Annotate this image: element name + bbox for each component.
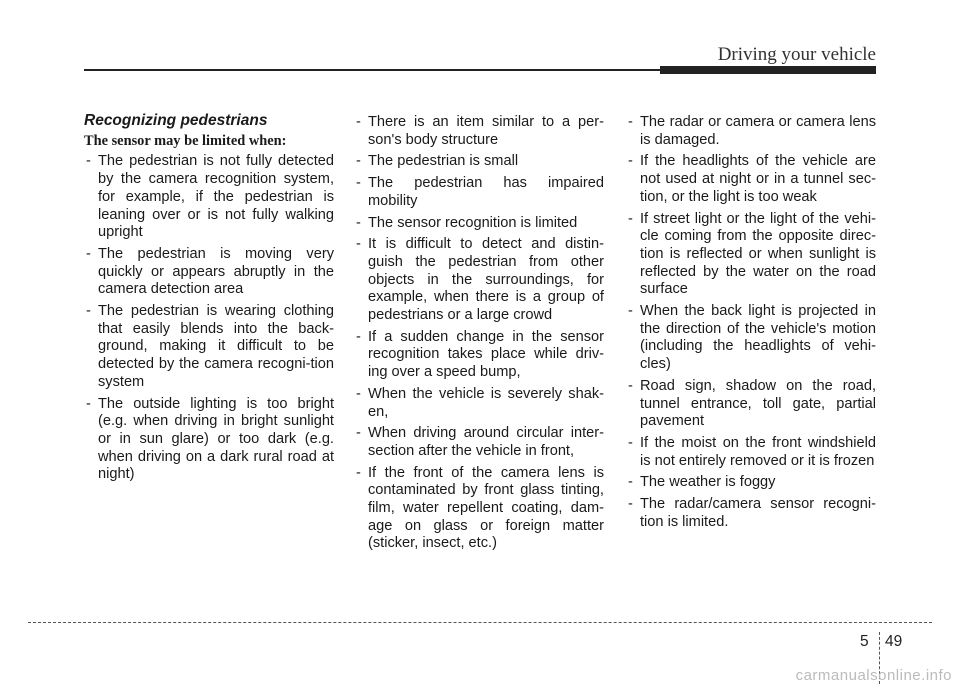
page-number: 49 xyxy=(885,633,903,650)
list-item: - The pedestrian is wearing clothing that easily blends into the back-ground, making it difficult to be detected by the camera recogni-tion system xyxy=(84,303,334,392)
limitation-list-3 xyxy=(626,114,876,531)
list-item: - There is an item similar to a per-son's body structure xyxy=(354,114,604,149)
list-item: - The sensor recognition is limited xyxy=(354,215,604,233)
list-item: - If the headlights of the vehicle are not used at night or in a tunnel sec-tion, or the light is too weak xyxy=(626,153,876,206)
list-item: - If a sudden change in the sensor recognition takes place while driv-ing over a speed bump, xyxy=(354,329,604,382)
list-item: - The radar or camera or camera lens is damaged. xyxy=(626,114,876,149)
list-item: - When the vehicle is severely shak-en, xyxy=(354,386,604,421)
limitation-list-1 xyxy=(84,153,334,484)
footer-rule xyxy=(28,622,932,623)
list-item: - The pedestrian has impaired mobility xyxy=(354,175,604,210)
limitation-list-2 xyxy=(354,114,604,553)
column-3 xyxy=(626,114,876,535)
watermark: carmanualsonline.info xyxy=(795,667,952,684)
list-item: - If the moist on the front windshield is not entirely removed or it is frozen xyxy=(626,435,876,470)
header-rule xyxy=(84,69,660,71)
list-item: - When the back light is projected in the direction of the vehicle's motion (including the headlights of vehi-cles) xyxy=(626,303,876,374)
section-subheading: The sensor may be limited when: xyxy=(84,132,287,149)
list-item: - When driving around circular inter-section after the vehicle in front, xyxy=(354,425,604,460)
header-title: Driving your vehicle xyxy=(717,44,876,65)
list-item: - If the front of the camera lens is contaminated by front glass tinting, film, water repellent coating, dam-age on glass or foreign matter (sticker, insect, etc.) xyxy=(354,465,604,554)
chapter-number: 5 xyxy=(860,633,869,650)
list-item: - The pedestrian is moving very quickly or appears abruptly in the camera detection area xyxy=(84,246,334,299)
header-tab xyxy=(660,66,876,74)
column-1 xyxy=(84,112,334,488)
list-item: - The weather is foggy xyxy=(626,474,876,492)
list-item: - The outside lighting is too bright (e.g. when driving in bright sunlight or in sun glare) or too dark (e.g. when driving on a dark rural road at night) xyxy=(84,396,334,485)
list-item: - The pedestrian is small xyxy=(354,153,604,171)
list-item: - The pedestrian is not fully detected by the camera recognition system, for example, if the pedestrian is leaning over or is not fully walking upright xyxy=(84,153,334,242)
list-item: - It is difficult to detect and distin-guish the pedestrian from other objects in the surroundings, for example, when there is a group of pedestrians or a large crowd xyxy=(354,236,604,325)
column-2 xyxy=(354,114,604,557)
section-title: Recognizing pedestrians xyxy=(84,112,268,129)
list-item: - The radar/camera sensor recogni-tion is limited. xyxy=(626,496,876,531)
list-item: - If street light or the light of the vehi-cle coming from the opposite direc-tion is reflected or when sunlight is reflected by the water on the road surface xyxy=(626,211,876,300)
list-item: - Road sign, shadow on the road, tunnel entrance, toll gate, partial pavement xyxy=(626,378,876,431)
